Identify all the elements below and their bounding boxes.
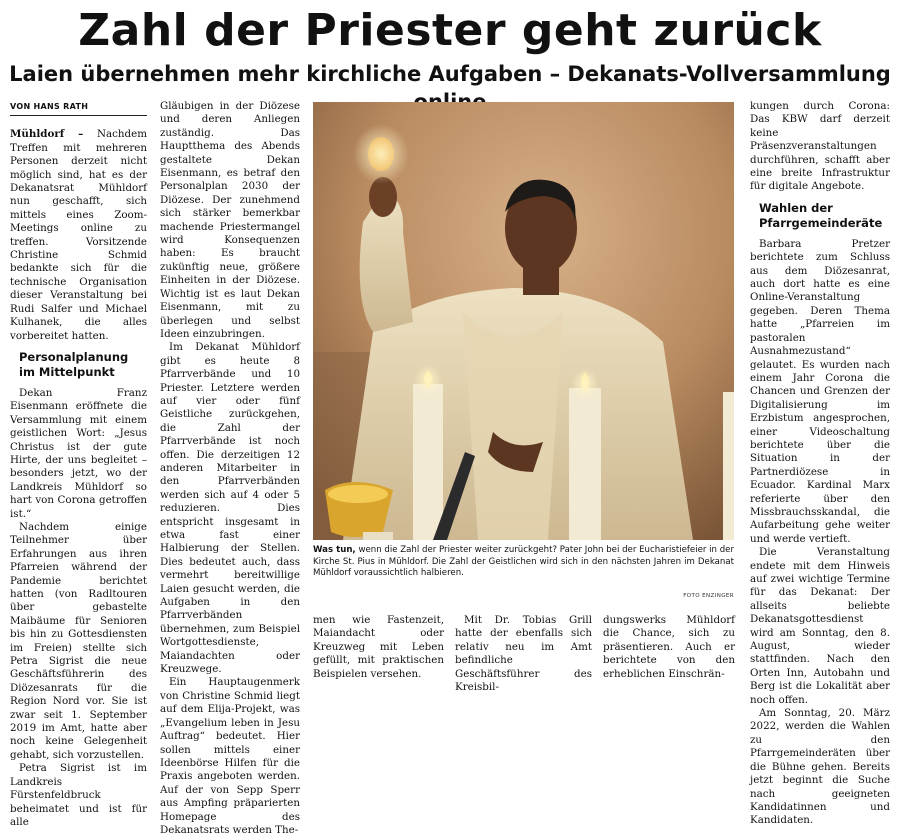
paragraph: Petra Sigrist ist im Landkreis Fürstenfeldbruck beheimatet und ist für alle: [10, 762, 147, 828]
paragraph: kungen durch Corona: Das KBW darf derzeit keine Präsenzveranstaltungen durchführen, schafft aber eine breite Infrastruktur für digitale Angebote.: [750, 100, 890, 193]
caption-lead: Was tun,: [313, 545, 356, 555]
headline: Zahl der Priester geht zurück: [78, 5, 822, 56]
article-photo-priest-eucharist: [313, 102, 734, 540]
subheadline: Laien übernehmen mehr kirchliche Aufgaben – Dekanats-Vollversammlung: [9, 62, 891, 86]
byline: VON HANS RATH: [10, 100, 147, 116]
article-column-6: [750, 100, 890, 828]
dateline: Mühldorf –: [10, 128, 84, 141]
lead-paragraph: [10, 128, 147, 343]
paragraph: Barbara Pretzer berichtete zum Schluss aus dem Diözesanrat, auch dort hatte es eine Online-Veranstaltung gegeben. Deren Thema hatte „Pfarreien im pastoralen Ausnahmezustand“ gelautet. Es wurden nach einem Jahr Corona die Chancen und Grenzen der Digitalisierung im Erzbistum angesprochen, einer Videoschaltung berichtete über die Situation in der Partnerdiözese in Ecuador. Kardinal Marx referierte über den Missbrauchsskandal, die Aufarbeitung gehe weiter und werde vertieft.: [750, 237, 890, 545]
lead-text: Nachdem Treffen mit mehreren Personen derzeit nicht möglich sind, hat es der Dekanatsrat Mühldorf nun geschafft, sich mittels eines Zoom-Meetings online zu treffen. Vorsitzende Christine Schmid bedankte sich für die technische Organisation dieser Veranstaltung bei Rudi Salfer und Michael Kulhanek, die alles vorbereitet hatten.: [10, 128, 147, 342]
subheading-wahlen: Wahlen der Pfarrgemeinderäte: [759, 200, 883, 230]
paragraph: dungswerks Mühldorf die Chance, sich zu präsentieren. Auch er berichtete von den erheblichen Einschrän-: [603, 614, 735, 680]
article-column-5: [603, 614, 735, 681]
caption-text: wenn die Zahl der Priester weiter zurückgeht? Pater John bei der Eucharistiefeier in der Kirche St. Pius in Mühldorf. Die Zahl der Geistlichen wird sich in den nächsten Jahren im Dekanat Mühldorf voraussichtlich halbieren.: [313, 545, 734, 579]
paragraph: Am Sonntag, 20. März 2022, werden die Wahlen zu den Pfarrgemeinderäten über die Bühne gehen. Bereits jetzt beginnt die Suche nach geeigneten Kandidatinnen und Kandidaten.: [750, 707, 890, 827]
paragraph: men wie Fastenzeit, Maiandacht oder Kreuzweg mit Leben gefüllt, mit praktischen Beispielen versehen.: [313, 614, 444, 680]
photo-caption: [313, 545, 734, 580]
paragraph: Gläubigen in der Diözese und deren Anliegen zuständig. Das Hauptthema des Abends gestaltete Dekan Eisenmann, es betraf den Personalplan 2030 der Diözese. Der zunehmend sich stärker bemerkbar machende Priestermangel wird Konsequenzen haben: Es braucht zukünftig neue, größere Einheiten in der Diözese. Wichtig ist es laut Dekan Eisenmann, mit zu überlegen und selbst Ideen einzubringen.: [160, 100, 300, 340]
paragraph: Nachdem einige Teilnehmer über Erfahrungen aus ihren Pfarreien während der Pandemie berichtet hatten (von Radltouren über gebastelte Maibäume für Senioren bis hin zu Gottesdiensten im Freien) stellte sich Petra Sigrist die neue Geschäftsführerin des Diözesanrats für die Region Nord vor. Sie ist zwar seit 1. September 2019 im Amt, hatte aber noch keine Gelegenheit gehabt, sich vorzustellen.: [10, 520, 147, 761]
article-column-3: [313, 614, 444, 681]
article-column-2: [160, 100, 300, 837]
paragraph: Im Dekanat Mühldorf gibt es heute 8 Pfarrverbände und 10 Priester. Letztere werden auf vier oder fünf Geistliche zurückgehen, die Zahl der Pfarrverbände ist noch offen. Die derzeitigen 12 anderen Mitarbeiter in den Pfarrverbänden werden sich auf 4 oder 5 reduzieren. Dies entspricht insgesamt in etwa fast einer Halbierung der Stellen. Dies bedeutet auch, dass vermehrt bereitwillige Laien gesucht werden, die Aufgaben in den Pfarrverbänden übernehmen, zum Beispiel Wortgottesdienste, Maiandachten oder Kreuzwege.: [160, 341, 300, 676]
subheading-personalplanung: Personalplanung im Mittelpunkt: [19, 349, 129, 379]
article-column-1: [10, 100, 147, 829]
photo-credit: FOTO ENZINGER: [683, 593, 734, 599]
article-column-4: [455, 614, 592, 694]
paragraph: Mit Dr. Tobias Grill hatte der ebenfalls sich relativ neu im Amt befindliche Geschäftsführer des Kreisbil-: [455, 614, 592, 694]
paragraph: Die Veranstaltung endete mit dem Hinweis auf zwei wichtige Termine für das Dekanat: Der allseits beliebte Dekanatsgottesdienst wird am Sonntag, den 8. August, wieder stattfinden. Nach den Orten Inn, Autobahn und Berg ist die Lokalität aber noch offen.: [750, 546, 890, 706]
paragraph: Ein Hauptaugenmerk von Christine Schmid liegt auf dem Elija-Projekt, was „Evangelium leben in Jesu Auftrag“ bedeutet. Hier sollen mittels einer Ideenbörse Hilfen für die Praxis angeboten werden. Auf der von Sepp Sperr aus Ampfing präparierten Homepage des Dekanatsrats werden The-: [160, 676, 300, 836]
paragraph: Dekan Franz Eisenmann eröffnete die Versammlung mit einem geistlichen Wort: „Jesus Christus ist der gute Hirte, der uns begleitet – besonders jetzt, wo der Landkreis Mühldorf so hart von Corona getroffen ist.“: [10, 386, 147, 520]
